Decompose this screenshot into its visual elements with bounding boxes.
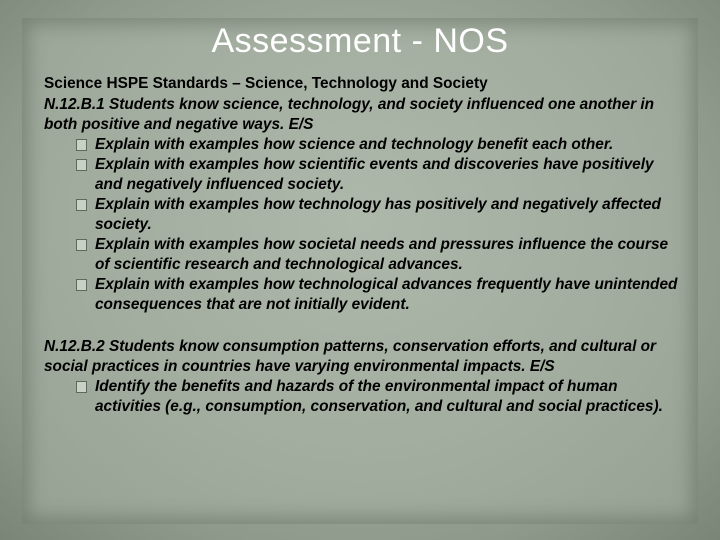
list-item: [44, 155, 684, 195]
square-bullet-icon: [76, 159, 87, 171]
list-item: [44, 135, 684, 155]
list-item: [44, 235, 684, 275]
slide-content: [44, 74, 684, 417]
square-bullet-icon: [76, 239, 87, 251]
bullet-list: [44, 135, 684, 315]
standard-text: N.12.B.1 Students know science, technology, and society influenced one another in both positive and negative ways. E/S: [44, 96, 655, 133]
bullet-text: Identify the benefits and hazards of the environmental impact of human activities (e.g., consumption, conservation, and cultural and social practices).: [95, 378, 663, 415]
bullet-list: [44, 377, 684, 417]
list-item: [44, 377, 684, 417]
square-bullet-icon: [76, 279, 87, 291]
bullet-text: Explain with examples how scientific events and discoveries have positively and negatively influenced society.: [95, 156, 654, 193]
list-item: [44, 195, 684, 235]
square-bullet-icon: [76, 199, 87, 211]
bullet-text: Explain with examples how societal needs and pressures influence the course of scientific research and technological advances.: [95, 236, 669, 273]
bullet-text: Explain with examples how technology has positively and negatively affected society.: [95, 196, 661, 233]
spacer: [44, 315, 684, 337]
standard-text: N.12.B.2 Students know consumption patterns, conservation efforts, and cultural or social practices in countries have varying environmental impacts. E/S: [44, 338, 657, 375]
bullet-text: Explain with examples how technological advances frequently have unintended consequences that are not initially evident.: [95, 276, 678, 313]
bullet-text: Explain with examples how science and technology benefit each other.: [95, 136, 614, 153]
slide-title: Assessment - NOS: [211, 22, 509, 60]
list-item: [44, 275, 684, 315]
square-bullet-icon: [76, 381, 87, 393]
standards-heading: Science HSPE Standards – Science, Technology and Society: [44, 75, 488, 92]
square-bullet-icon: [76, 139, 87, 151]
